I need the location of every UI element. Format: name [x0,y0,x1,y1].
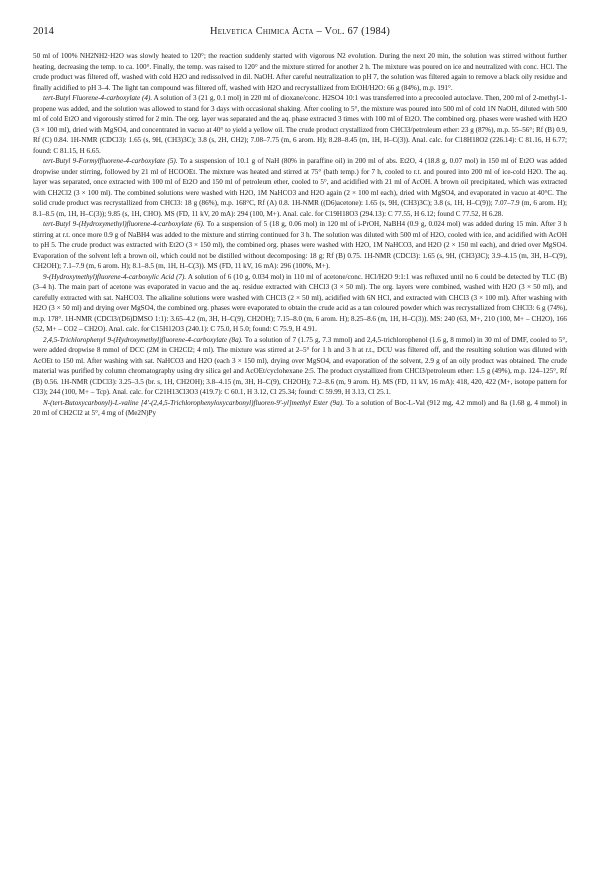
paragraph-compound-7 [33,272,567,335]
article-body [33,51,567,419]
paragraph-continued [33,51,567,93]
paragraph-text: A solution of 6 (10 g, 0.034 mol) in 110 ml of acetone/conc. HCl/H2O 9:1:1 was refluxed until no 6 could be detected by TLC (B) (3–4 h). The main part of acetone was evaporated in vacuo and the aq. residue extracted with CHCl3 (3 × 50 ml). The org. layers were combined, washed with H2O (3 × 50 ml), and carefully extracted with sat. NaHCO3. The alkaline solutions were washed with CHCl3 (2 × 50 ml), acidified with 6N HCl, and extracted with CHCl3 (3 × 100 ml). After washing with H2O (3 × 50 ml) and drying over MgSO4, the combined org. phases were evaporated to obtain the crude acid as a tan coloured powder which was recrystallized from CHCl3: 6 g (74%), m.p. 178°. 1H-NMR (CDCl3/(D6)DMSO 1:1): 3.65–4.2 (m, 3H, H–C(9), CH2OH); 7.15–8.0 (m, 6 arom. H); 8.25–8.6 (m, 1H, H–C(3)). MS: 240 (63, M+, 210 (100, M+ – CH2O), 166 (52, M+ – CO2 – CH2O). Anal. calc. for C15H12O3 (240.1): C 75.0, H 5.0; found: C 75.9, H 4.91. [33,272,567,333]
compound-heading: N-(tert-Butoxycarbonyl)-L-valine [4'-(2,4,5-Trichlorophenyloxycarbonyl)fluoren-9'-yl]methyl Ester (9a). [43,398,344,407]
compound-heading: tert-Butyl 9-(Hydroxymethyl)fluorene-4-carboxylate (6). [43,220,205,228]
paragraph-text: To a solution of Boc-L-Val (912 mg, 4.2 mmol) and 8a (1.68 g, 4 mmol) in 20 ml of CH2Cl2 at 5°, 4 mg of (Me2N)Py [33,398,568,417]
page-number: 2014 [33,26,54,37]
paragraph-compound-8a [33,335,567,398]
journal-running-title: Helvetica Chimica Acta – Vol. 67 (1984) [210,26,390,37]
paragraph-text: To a suspension of 5 (18 g, 0.06 mol) in 120 ml of i-PrOH, NaBH4 (0.9 g, 0.024 mol) was added during 15 min. After 3 h stirring at r.t. once more 0.9 g of NaBH4 was added to the mixture and stirring continued for 3 h. The solution was diluted with 500 ml of H2O, cooled with ice, and acidified with AcOH to pH 5. The crude product was extracted with Et2O (3 × 150 ml), the combined org. phases were washed with H2O, 1M NaHCO3, and H2O (2 × 150 ml each), and dried over MgSO4. Evaporation of the solvent left a brown oil, which could not be distilled without decomposing: 18 g; Rf (B) 0.75. 1H-NMR (CDCl3): 1.65 (s, 9H, (CH3)3C); 3.9–4.15 (m, 3H, H–C(9), CH2OH); 7.1–7.9 (m, 6 arom. H); 8.1–8.5 (m, 1H, H–C(3)). MS (FD, 11 kV, 16 mA): 296 (100%, M+). [33,220,568,270]
paragraph-text: 50 ml of 100% NH2NH2·H2O was slowly heated to 120°; the reaction suddenly started with vigorous N2 evolution. During the next 20 min, the solution was stirred without further heating, decreasing the temp. to ca. 100°. Finally, the temp. was raised to 120° and the mixture stirred for another 2 h. The mixture was poured on ice and neutralized with conc. HCl. The crude product was filtered off, washed with cold H2O and redissolved in dil. NaOH. After careful neutralization to pH 7, the solution was filtered again to remove a black oily residue and finally acidified to pH 3–4. The light tan compound was filtered off, washed with H2O and recrystallized from EtOH/H2O: 66 g (84%), m.p. 191°. [33,52,567,92]
page-header [33,26,567,40]
compound-heading: tert-Butyl Fluorene-4-carboxylate (4). [43,94,153,102]
paragraph-text: To a suspension of 10.1 g of NaH (80% in paraffine oil) in 200 ml of abs. Et2O, 4 (18.8 g, 0.07 mol) in 150 ml of Et2O was added dropwise under stirring, followed by 21 ml of HCOOEt. The mixture was heated and stirred at 75° (bath temp.) for 7 h, cooled to r.t. and poured into 200 ml of ice-cold H2O. The aq. layer was separated, once extracted with 100 ml of Et2O and 150 ml of petroleum ether, cooled to 5°, and acidified with 21 ml of AcOH. A brown oil precipitated, which was extracted with CH2Cl2 (3 × 100 ml). The combined solutions were washed with H2O, 1M NaHCO3 and H2O again (2 × 100 ml each), dried with MgSO4, and evaporated in vacuo at 40°C. The solid crude product was recrystallized from CHCl3: 18 g (86%), m.p. 168°C, Rf (A) 0.8. 1H-NMR ((D6)acetone): 1.65 (s, 9H, (CH3)3C); 3.8 (s, 1H, H–C(9)); 7.07–7.9 (m, 6 arom. H); 8.1–8.5 (m, 1H, H–C(3)); 9.85 (s, 1H, CHO). MS (FD, 11 kV, 20 mA): 294 (100, M+). Anal. calc. for C19H18O3 (294.13): C 77.55, H 6.12; found C 77.52, H 6.28. [33,157,567,218]
compound-heading: tert-Butyl 9-Formylfluorene-4-carboxylate (5). [43,157,178,165]
paragraph-text: To a solution of 7 (1.75 g, 7.3 mmol) and 2,4,5-trichlorophenol (1.6 g, 8 mmol) in 30 ml of DMF, cooled to 5°, were added dropwise 8 mmol of DCC (2M in CH2Cl2; 4 ml). The mixture was stirred at 2–5° for 1 h and 3 h at r.t., DCU was filtered off, and the resulting solution was diluted with AcOEt to 150 ml. After washing with sat. NaHCO3 and H2O (each 3 × 150 ml), drying over MgSO4, and evaporation of the solvent, 2.9 g of an oily product was obtained. The crude material was purified by column chromatography using dry silica gel and AcOEt/cyclohexane 2:5. The product crystallized from CHCl3/petroleum ether: 1.5 g (49%), m.p. 124–125°, Rf (B) 0.56. 1H-NMR (CDCl3): 3.25–3.5 (br. s, 1H, CH2OH); 3.8–4.15 (m, 3H, H–C(9), CH2OH); 7.2–8.6 (m, 9 arom. H). MS (FD, 11 kV, 16 mA): 418, 420, 422 (M+, isotope pattern for Cl3); 244 (100, M+ – Tcp). Anal. calc. for C21H13Cl3O3 (419.7): C 60.1, H 3.12, Cl 25.34; found: C 59.99, H 3.13, Cl 25.1. [33,335,568,396]
paragraph-compound-4 [33,93,567,156]
paragraph-text: A solution of 3 (21 g, 0.1 mol) in 220 ml of dioxane/conc. H2SO4 10:1 was transferred into a precooled autoclave. Then, 200 ml of 2-methyl-1-propene was added, and the solution was allowed to stand for 3 days with occasional shaking. After cooling to 5°, the mixture was poured into 500 ml of cold 1N NaOH, diluted with 500 ml of cold Et2O and vigorously stirred for 2 min. The org. layer was separated and the aq. phase extracted 3 times with 100 ml of Et2O. The combined org. phases were washed with H2O (3 × 100 ml), dried with MgSO4, and concentrated in vacuo at 40° to yield a yellow oil. The crude product crystallized from CHCl3/petroleum ether: 23 g (87%), m.p. 55–56°; Rf (B) 0.9, Rf (C) 0.84. 1H-NMR (CDCl3): 1.65 (s, 9H, (CH3)3C); 3.8 (s, 2H, CH2); 7.08–7.75 (m, 6 arom. H); 8.28–8.45 (m, 1H, H–C(3)). Anal. calc. for C18H18O2 (226.14): C 81.16, H 6.77; found: C 81.15, H 6.65. [33,94,567,155]
paragraph-compound-9a [33,398,567,419]
compound-heading: 2,4,5-Trichlorophenyl 9-(Hydroxymethyl)fluorene-4-carboxylate (8a). [43,335,243,344]
paragraph-compound-6 [33,219,567,272]
compound-heading: 9-(Hydroxymethyl)fluorene-4-carboxylic Acid (7). [43,272,187,281]
paragraph-compound-5 [33,156,567,219]
